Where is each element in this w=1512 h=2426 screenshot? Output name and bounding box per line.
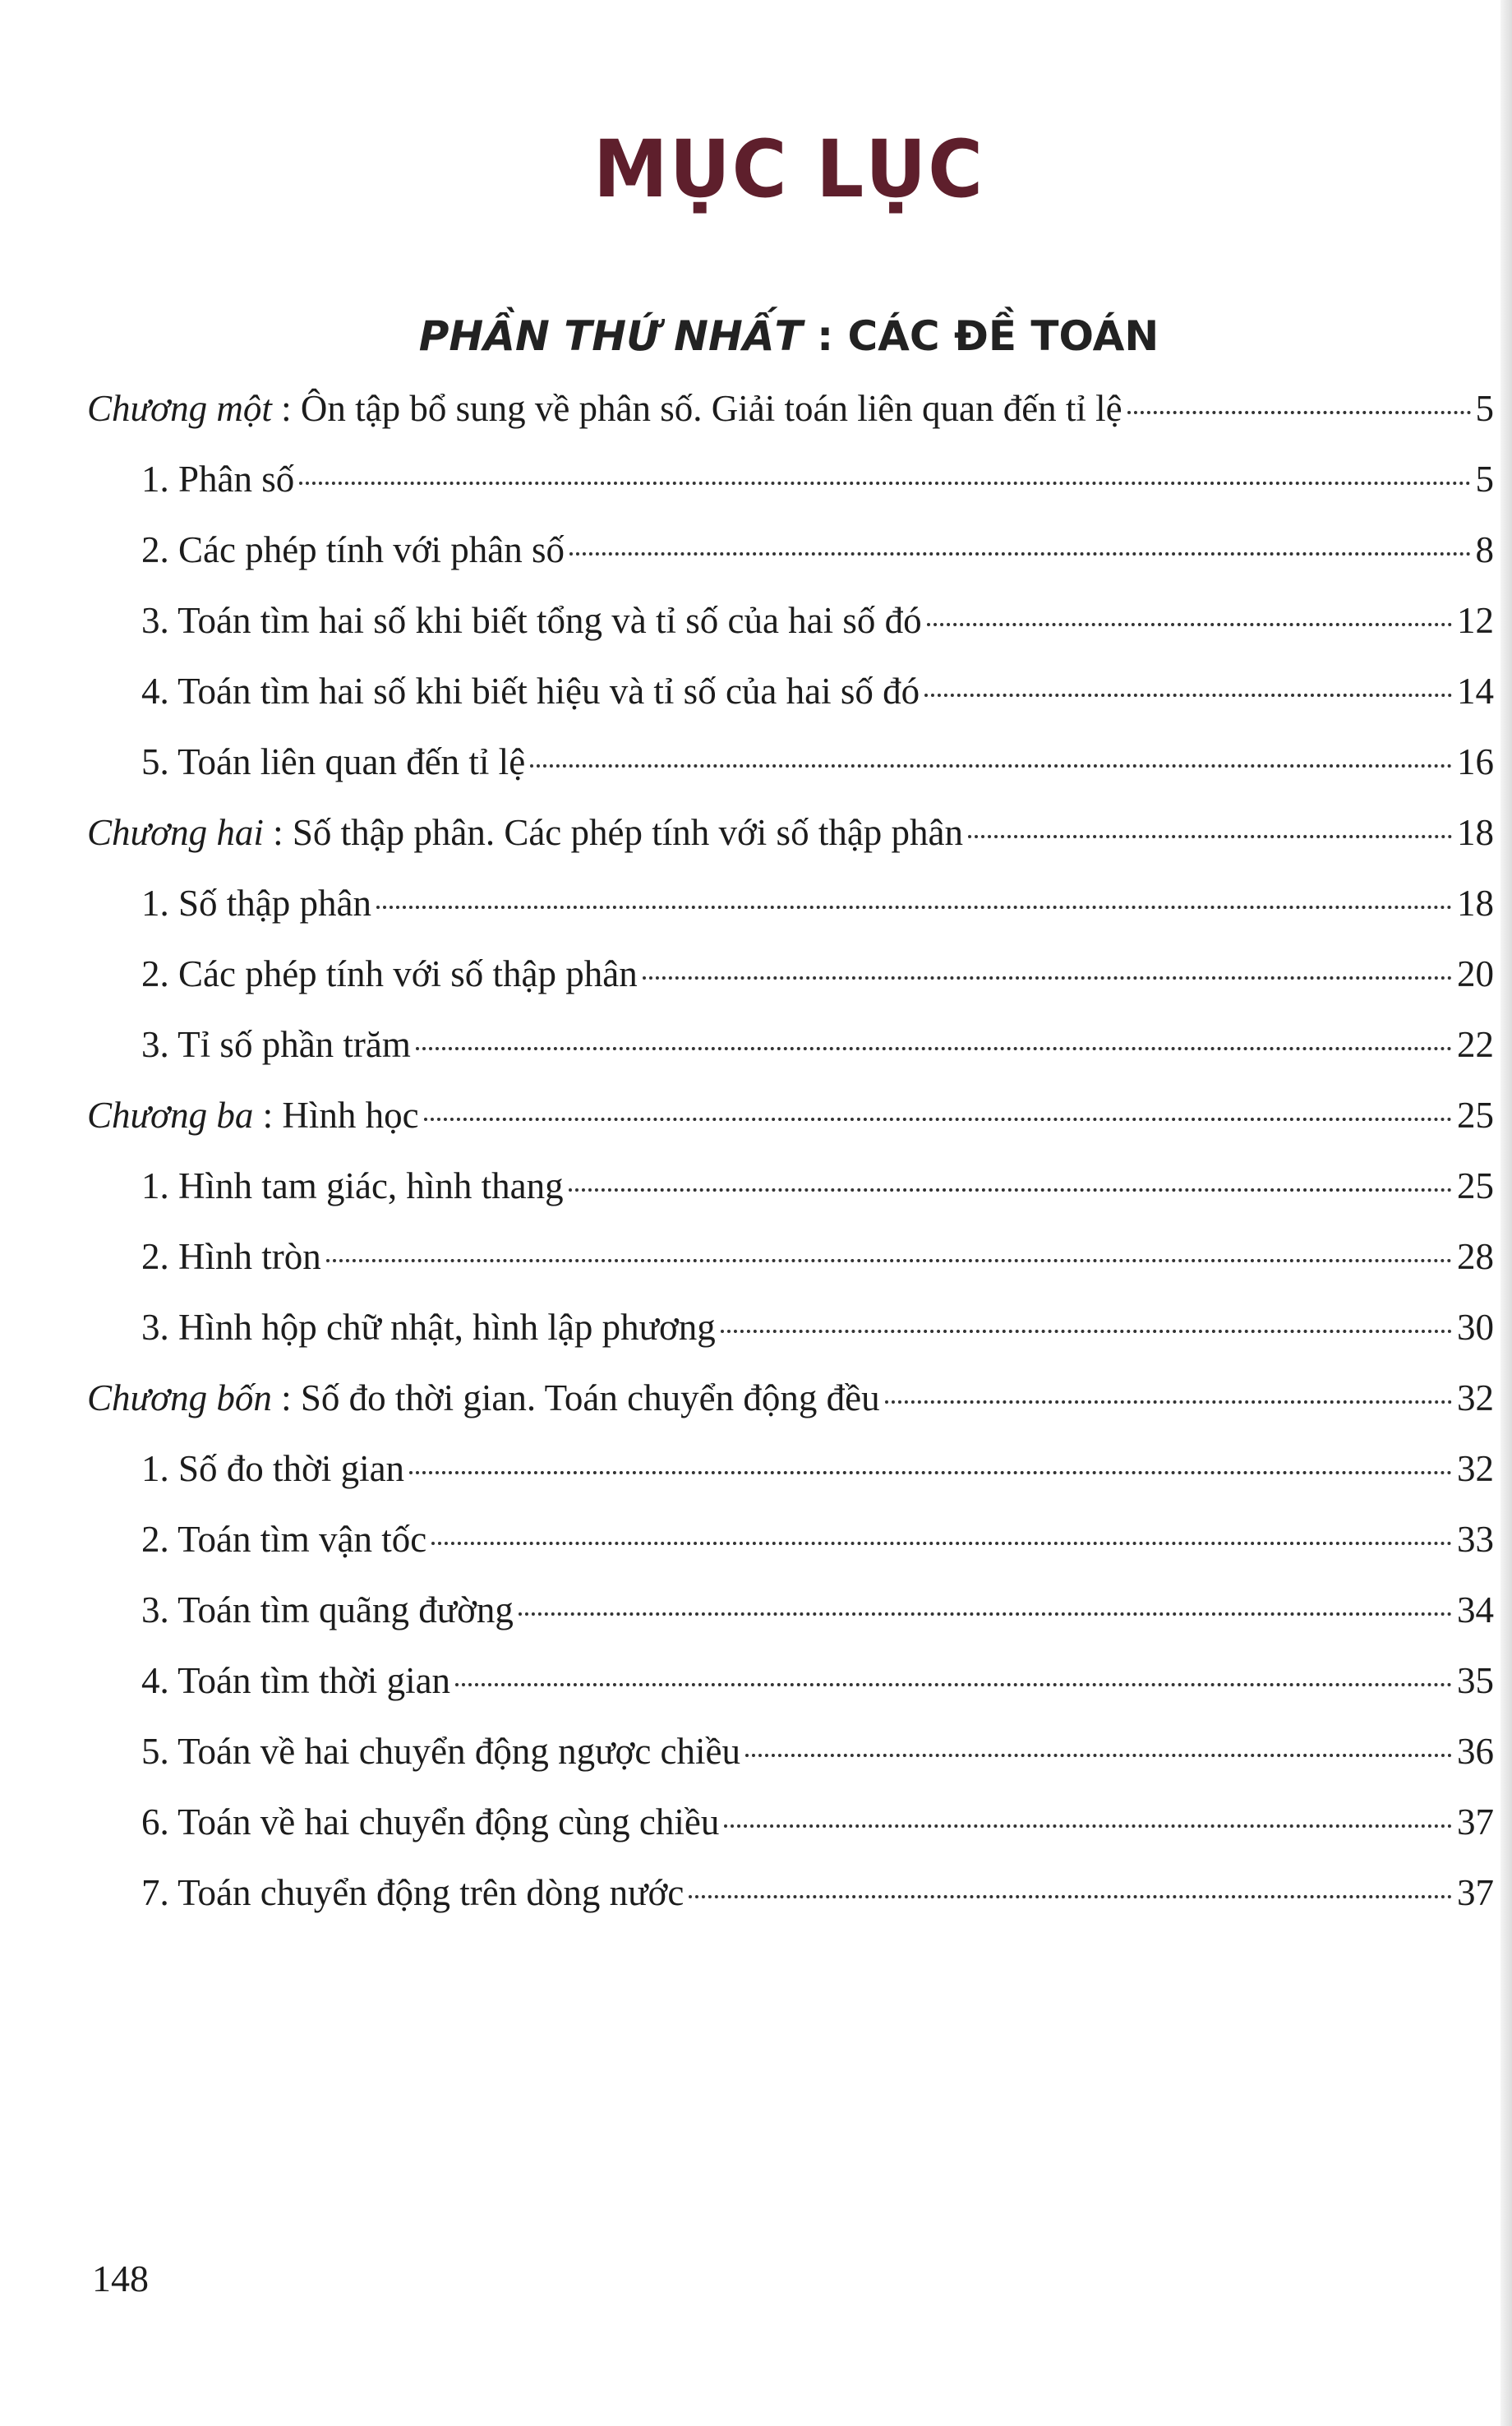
toc-section-row: [141, 598, 1494, 643]
toc-entry-title: 5. Toán liên quan đến tỉ lệ: [141, 741, 526, 782]
toc-page-number: 33: [1457, 1519, 1494, 1560]
dot-leader: [643, 976, 1452, 980]
dot-leader: [519, 1612, 1452, 1616]
toc-section-row: [141, 881, 1494, 925]
chapter-separator: :: [271, 388, 301, 429]
toc-entry-title: 1. Phân số: [141, 459, 295, 500]
toc-page-number: 18: [1457, 883, 1494, 924]
chapter-separator: :: [271, 1377, 301, 1418]
toc-entry-title: 3. Toán tìm quãng đường: [141, 1589, 514, 1630]
toc-page-number: 16: [1457, 741, 1494, 782]
toc-entry-title: 6. Toán về hai chuyển động cùng chiều: [141, 1801, 720, 1843]
toc-entry-title: 2. Các phép tính với phân số: [141, 529, 565, 570]
toc-chapter-row: [87, 1376, 1494, 1420]
toc-page-number: 34: [1457, 1589, 1494, 1630]
toc-entry-title: 4. Toán tìm thời gian: [141, 1660, 451, 1701]
dot-leader: [455, 1683, 1452, 1686]
page-title: MỤC LỤC: [593, 123, 984, 215]
toc-page-number: 32: [1457, 1377, 1494, 1418]
part-name: CÁC ĐỀ TOÁN: [847, 312, 1159, 360]
chapter-title: Số đo thời gian. Toán chuyển động đều: [300, 1377, 880, 1418]
dot-leader: [299, 482, 1470, 485]
toc-page-number: 37: [1457, 1801, 1494, 1843]
dot-leader: [569, 1188, 1452, 1192]
dot-leader: [1127, 411, 1471, 414]
toc-page-number: 28: [1457, 1236, 1494, 1277]
dot-leader: [924, 694, 1452, 697]
dot-leader: [424, 1118, 1452, 1121]
dot-leader: [416, 1047, 1452, 1050]
toc-entry-title: 5. Toán về hai chuyển động ngược chiều: [141, 1731, 741, 1772]
toc-page-number: 35: [1457, 1660, 1494, 1701]
toc-chapter-row: [87, 386, 1494, 431]
toc-page-number: 14: [1457, 671, 1494, 712]
dot-leader: [530, 764, 1452, 768]
toc-page-number: 36: [1457, 1731, 1494, 1772]
chapter-separator: :: [263, 812, 293, 853]
toc-section-row: [141, 528, 1494, 572]
toc-entry-title: 1. Số đo thời gian: [141, 1448, 405, 1489]
chapter-prefix: Chương bốn: [87, 1377, 272, 1418]
chapter-title: Số thập phân. Các phép tính với số thập phân: [292, 812, 964, 853]
toc-page-number: 32: [1457, 1448, 1494, 1489]
toc-entry-title: [87, 810, 963, 855]
dot-leader: [968, 835, 1452, 838]
toc-entry-title: [87, 386, 1122, 431]
chapter-prefix: Chương ba: [87, 1095, 254, 1136]
toc-entry-title: [87, 1376, 880, 1420]
dot-leader: [689, 1895, 1452, 1898]
dot-leader: [409, 1471, 1452, 1474]
toc-chapter-row: [87, 810, 1494, 855]
dot-leader: [376, 906, 1452, 909]
toc-page-number: 12: [1457, 600, 1494, 641]
toc-page-number: 25: [1457, 1095, 1494, 1136]
toc-section-row: [141, 952, 1494, 996]
toc-entry-title: 3. Hình hộp chữ nhật, hình lập phương: [141, 1307, 716, 1348]
toc-entry-title: 2. Hình tròn: [141, 1236, 321, 1277]
toc-page-number: 20: [1457, 953, 1494, 994]
toc-entry-title: 2. Các phép tính với số thập phân: [141, 953, 638, 994]
dot-leader: [745, 1754, 1452, 1757]
toc-section-row: [141, 669, 1494, 713]
toc-section-row: [141, 1164, 1494, 1208]
dot-leader: [569, 552, 1471, 556]
chapter-title: Ôn tập bổ sung về phân số. Giải toán liên quan đến tỉ lệ: [300, 388, 1122, 429]
toc-page-number: 5: [1475, 388, 1494, 429]
toc-page-number: 37: [1457, 1872, 1494, 1913]
toc-section-row: [141, 1588, 1494, 1632]
part-heading: [0, 312, 1512, 360]
toc-page-number: 8: [1475, 529, 1494, 570]
toc-entry-title: 3. Toán tìm hai số khi biết tổng và tỉ số của hai số đó: [141, 600, 922, 641]
toc-section-row: [141, 1870, 1494, 1915]
toc-page-number: 30: [1457, 1307, 1494, 1348]
toc-section-row: [141, 1517, 1494, 1561]
dot-leader: [927, 623, 1452, 626]
toc-section-row: [141, 1800, 1494, 1844]
toc-entry-title: 7. Toán chuyển động trên dòng nước: [141, 1872, 685, 1913]
toc-section-row: [141, 740, 1494, 784]
toc-page-number: 25: [1457, 1165, 1494, 1206]
dot-leader: [326, 1259, 1452, 1262]
part-label: PHẦN THỨ NHẤT: [418, 312, 803, 360]
toc-entry-title: 4. Toán tìm hai số khi biết hiệu và tỉ số của hai số đó: [141, 671, 920, 712]
toc-page-number: 18: [1457, 812, 1494, 853]
toc-entry-title: [87, 1093, 419, 1137]
toc-entry-title: 3. Tỉ số phần trăm: [141, 1024, 411, 1065]
toc-chapter-row: [87, 1093, 1494, 1137]
chapter-title: Hình học: [282, 1095, 419, 1136]
toc-section-row: [141, 1729, 1494, 1773]
chapter-prefix: Chương một: [87, 388, 272, 429]
dot-leader: [721, 1330, 1452, 1333]
chapter-separator: :: [253, 1095, 283, 1136]
toc-page-number: 5: [1475, 459, 1494, 500]
toc-entry-title: 1. Hình tam giác, hình thang: [141, 1165, 564, 1206]
toc-section-row: [141, 1658, 1494, 1703]
toc-entry-title: 1. Số thập phân: [141, 883, 371, 924]
toc-section-row: [141, 457, 1494, 501]
toc-page-number: 22: [1457, 1024, 1494, 1065]
chapter-prefix: Chương hai: [87, 812, 264, 853]
dot-leader: [885, 1400, 1452, 1404]
scan-edge: [1500, 0, 1512, 2426]
dot-leader: [724, 1824, 1452, 1828]
dot-leader: [431, 1542, 1452, 1545]
toc-section-row: [141, 1234, 1494, 1279]
toc-entry-title: 2. Toán tìm vận tốc: [141, 1519, 427, 1560]
toc-section-row: [141, 1446, 1494, 1491]
toc-section-row: [141, 1305, 1494, 1349]
toc-section-row: [141, 1022, 1494, 1067]
page-number: 148: [92, 2258, 149, 2299]
part-separator: :: [802, 312, 848, 360]
